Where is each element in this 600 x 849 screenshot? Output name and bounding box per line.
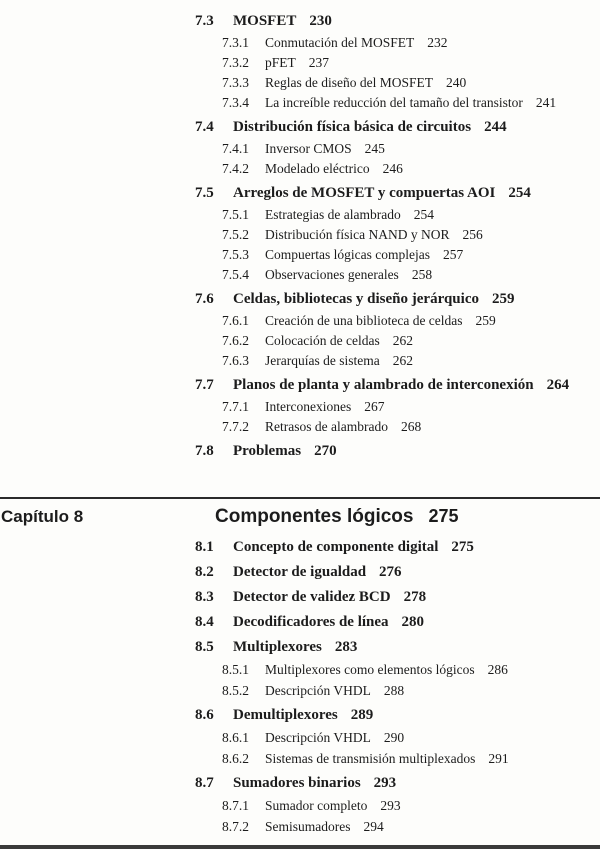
toc-entry-title: Multiplexores como elementos lógicos [265,662,475,677]
toc-entry-page: 283 [334,639,358,655]
toc-entry-title: Observaciones generales [265,267,399,282]
toc-entry-subsection [0,53,600,73]
toc-entry-subsection [0,748,600,769]
toc-entry-page: 240 [446,75,467,90]
toc-entry-page: 268 [400,419,422,434]
toc-entry-number: 8.1 [195,539,214,555]
toc-entry-page: 246 [382,161,403,176]
chapter-divider-rule [0,497,600,499]
toc-entry-title: Compuertas lógicas complejas [265,247,430,262]
toc-entry-number: 8.7.2 [222,819,249,834]
toc-entry-section [0,587,600,608]
toc-entry-page: 237 [308,55,330,70]
toc-entry-page: 259 [491,291,515,307]
toc-entry-subsection [0,311,600,331]
toc-entry-number: 8.4 [195,614,214,630]
page-bottom-edge [0,845,600,849]
toc-entry-subsection [0,680,600,701]
toc-entry-title: Sistemas de transmisión multiplexados [265,751,476,766]
toc-entry-subsection [0,205,600,225]
toc-entry-section [0,11,600,32]
toc-entry-page: 288 [383,683,405,698]
toc-entry-page: 275 [451,539,474,555]
toc-entry-number: 8.7.1 [222,798,249,813]
toc-entry-number: 7.6.3 [222,353,249,368]
toc-entry-section [0,705,600,726]
toc-entry-section [0,183,600,204]
toc-entry-section [0,537,600,558]
toc-entry-title: Reglas de diseño del MOSFET [265,75,433,90]
toc-entry-title: Jerarquías de sistema [265,353,380,368]
toc-entry-number: 8.6.1 [222,730,249,745]
toc-entry-title: Inversor CMOS [265,141,352,156]
toc-entry-subsection [0,351,600,371]
toc-entry-section [0,441,600,462]
toc-entry-subsection [0,727,600,748]
toc-entry-page: 230 [309,13,332,29]
toc-entry-number: 7.4.1 [222,141,249,156]
toc-entry-section [0,117,600,138]
toc-entry-title: MOSFET [233,13,297,29]
toc-entry-title: Arreglos de MOSFET y compuertas AOI [233,185,496,201]
toc-entry-subsection [0,331,600,351]
chapter8-header [0,506,600,532]
toc-entry-subsection [0,73,600,93]
toc-entry-page: 278 [403,589,427,605]
toc-entry-title: Demultiplexores [233,707,338,723]
toc-entry-number: 7.3.3 [222,75,249,90]
toc-entry-subsection [0,795,600,816]
toc-entry-title: Distribución física NAND y NOR [265,227,450,242]
toc-entry-page: 294 [363,819,384,834]
toc-entry-number: 8.5.2 [222,683,249,698]
toc-entry-page: 259 [475,313,496,328]
toc-entry-title: Descripción VHDL [265,730,371,745]
toc-entry-section [0,562,600,583]
toc-entry-title: Detector de igualdad [233,564,367,580]
toc-entry-number: 7.6 [195,291,214,307]
chapter-page-number: 275 [428,506,459,526]
toc-entry-page: 254 [508,185,531,201]
toc-entry-page: 262 [392,353,413,368]
toc-entry-title: Semisumadores [265,819,351,834]
toc-entry-title: Descripción VHDL [265,683,371,698]
toc-entry-section [0,612,600,633]
toc-entry-number: 7.3 [195,13,214,29]
toc-entry-title: Detector de validez BCD [233,589,391,605]
toc-entry-section [0,637,600,658]
toc-entry-number: 8.2 [195,564,214,580]
toc-entry-title: Modelado eléctrico [265,161,370,176]
toc-entry-page: 262 [392,333,413,348]
toc-entry-number: 8.5.1 [222,662,249,677]
toc-entry-title: Distribución física básica de circuitos [233,119,472,135]
toc-entry-subsection [0,33,600,53]
toc-entry-number: 7.6.1 [222,313,249,328]
chapter7-entries [0,11,600,462]
toc-entry-section [0,375,600,396]
chapter-title: Componentes lógicos [215,506,414,527]
toc-entry-number: 8.3 [195,589,214,605]
toc-entry-number: 7.3.4 [222,95,249,110]
toc-entry-title: Problemas [233,443,302,459]
toc-entry-page: 232 [427,35,448,50]
toc-entry-title: Conmutación del MOSFET [265,35,415,50]
toc-entry-number: 7.8 [195,443,214,459]
toc-entry-number: 7.5.4 [222,267,249,282]
toc-entry-title: Colocación de celdas [265,333,380,348]
toc-entry-title: La increíble reducción del tamaño del transistor [265,95,523,110]
toc-entry-subsection [0,659,600,680]
toc-entry-subsection [0,139,600,159]
toc-entry-page: 276 [379,564,402,580]
toc-entry-subsection [0,159,600,179]
toc-entry-page: 293 [373,775,397,791]
toc-entry-number: 8.7 [195,775,214,791]
toc-entry-number: 7.3.2 [222,55,249,70]
toc-entry-title: Multiplexores [233,639,322,655]
toc-entry-subsection [0,93,600,113]
toc-entry-subsection [0,417,600,437]
toc-entry-title: Estrategias de alambrado [265,207,401,222]
toc-entry-number: 7.5 [195,185,214,201]
toc-entry-page: 270 [314,443,337,459]
toc-entry-subsection [0,245,600,265]
toc-entry-number: 7.7.1 [222,399,249,414]
toc-entry-page: 241 [535,95,557,110]
toc-entry-title: Decodificadores de línea [233,614,389,630]
toc-entry-number: 7.5.2 [222,227,249,242]
toc-entry-page: 258 [411,267,433,282]
toc-entry-title: Planos de planta y alambrado de interconexión [233,377,534,393]
toc-entry-number: 7.3.1 [222,35,249,50]
toc-entry-section [0,289,600,310]
toc-entry-subsection [0,225,600,245]
toc-entry-subsection [0,265,600,285]
chapter7-toc-block [0,7,600,463]
toc-entry-title: Sumador completo [265,798,368,813]
toc-entry-page: 291 [488,751,509,766]
toc-entry-title: Celdas, bibliotecas y diseño jerárquico [233,291,479,307]
toc-entry-page: 264 [546,377,570,393]
toc-entry-page: 290 [383,730,405,745]
toc-entry-title: Interconexiones [265,399,352,414]
toc-entry-page: 244 [484,119,507,135]
toc-entry-page: 280 [401,614,425,630]
toc-entry-page: 293 [380,798,401,813]
toc-entry-number: 7.7.2 [222,419,249,434]
toc-entry-title: Concepto de componente digital [233,539,439,555]
toc-entry-page: 289 [350,707,374,723]
chapter8-toc-block [0,506,600,837]
toc-entry-number: 7.4 [195,119,214,135]
toc-entry-number: 7.5.3 [222,247,249,262]
toc-entry-number: 8.6.2 [222,751,249,766]
toc-entry-number: 8.6 [195,707,214,723]
toc-entry-number: 7.4.2 [222,161,249,176]
toc-entry-subsection [0,397,600,417]
chapter-label: Capítulo 8 [1,507,84,526]
toc-entry-number: 7.6.2 [222,333,249,348]
toc-entry-title: Sumadores binarios [233,775,361,791]
toc-entry-page: 256 [462,227,483,242]
toc-entry-subsection [0,816,600,837]
toc-entry-page: 267 [364,399,385,414]
toc-entry-number: 7.7 [195,377,214,393]
toc-entry-title: Retrasos de alambrado [265,419,388,434]
toc-entry-title: Creación de una biblioteca de celdas [265,313,463,328]
toc-entry-page: 257 [442,247,464,262]
toc-entry-number: 7.5.1 [222,207,249,222]
toc-entry-page: 286 [487,662,508,677]
chapter8-entries [0,537,600,837]
toc-entry-section [0,773,600,794]
toc-entry-page: 245 [364,141,385,156]
toc-entry-title: pFET [265,55,296,70]
toc-entry-number: 8.5 [195,639,214,655]
toc-entry-page: 254 [413,207,434,222]
